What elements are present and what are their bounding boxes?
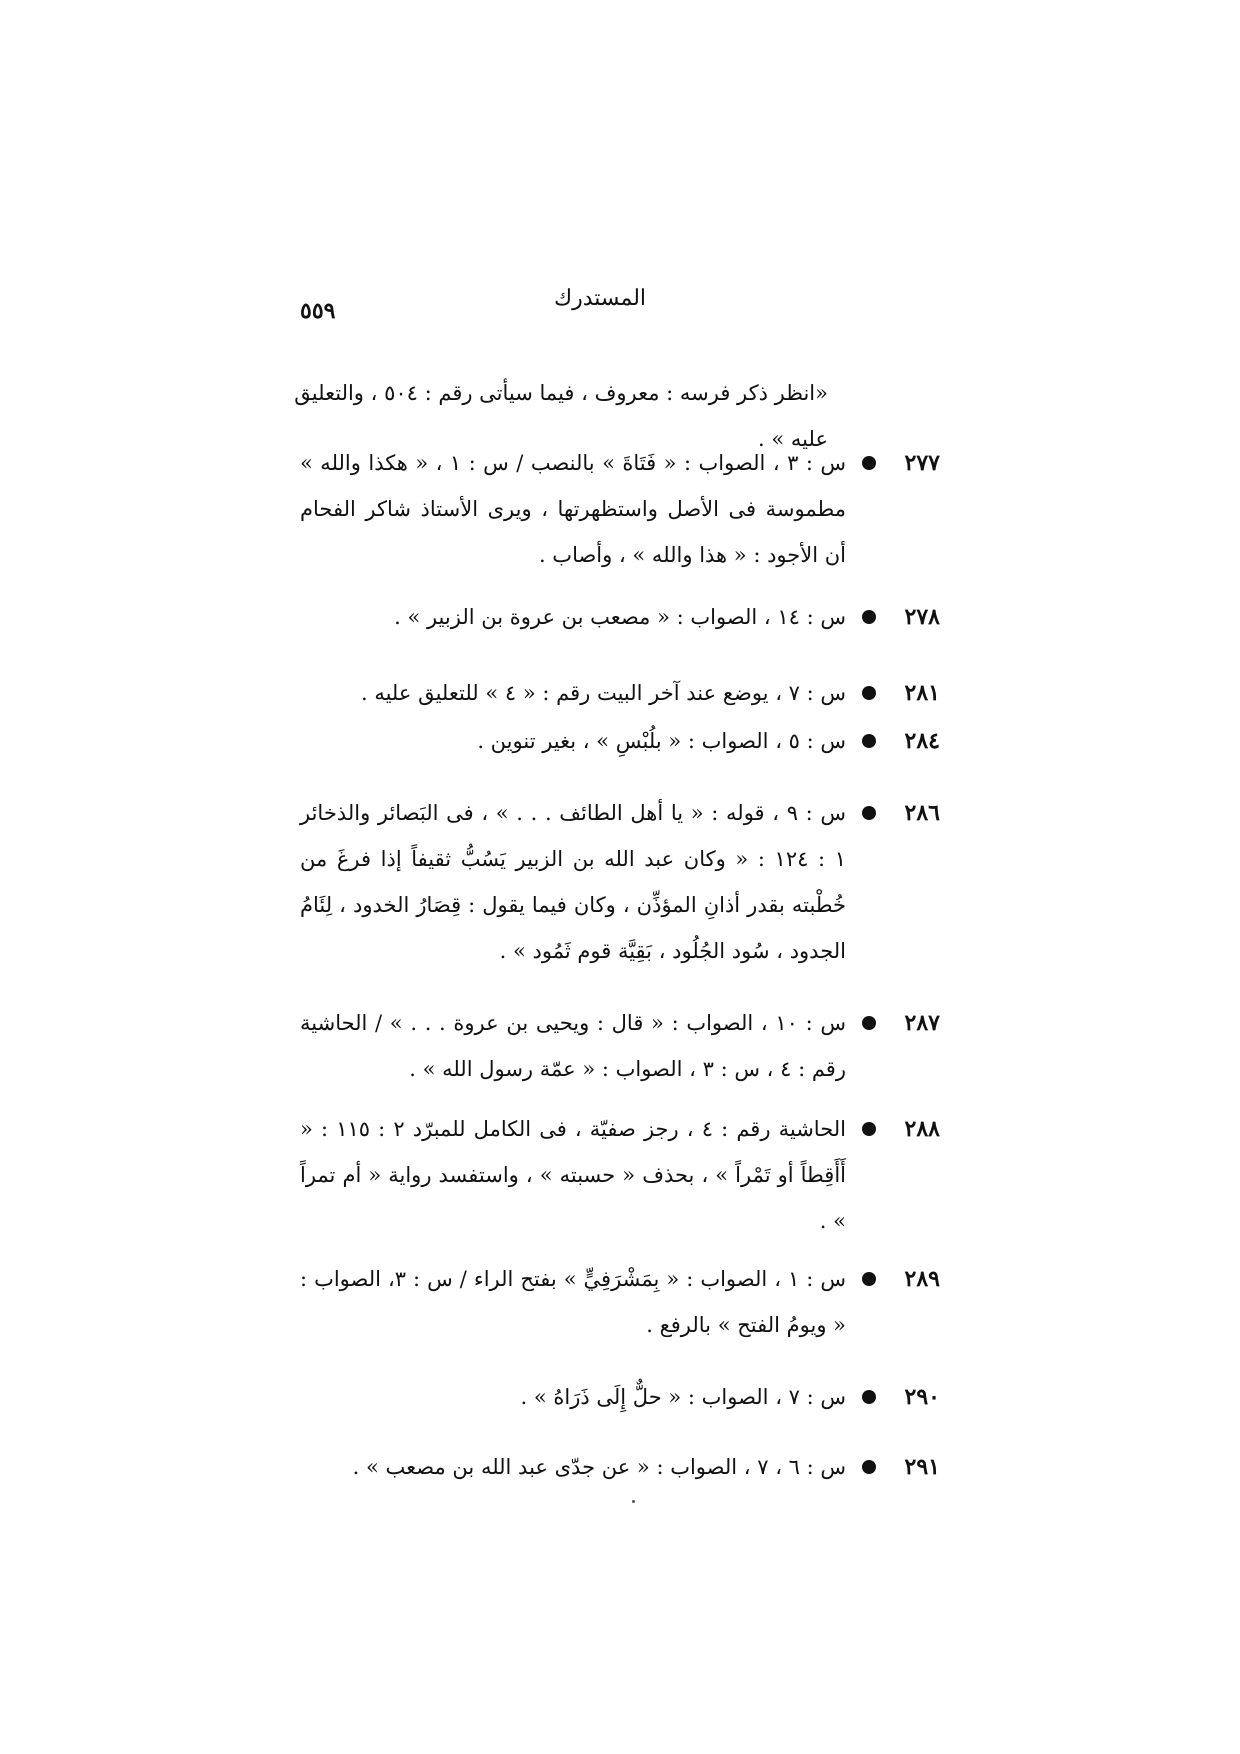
- entry-286: [300, 790, 940, 974]
- bullet-icon: [862, 1390, 876, 1404]
- entry-284: [477, 718, 940, 764]
- entry-number: ٢٨١: [904, 680, 940, 706]
- ink-speck: [632, 1500, 635, 1503]
- entry-281: [361, 670, 940, 716]
- entry-289: [300, 1256, 940, 1348]
- entry-number: ٢٩١: [904, 1454, 940, 1480]
- bullet-icon: [862, 686, 876, 700]
- bullet-icon: [862, 806, 876, 820]
- entry-287: [300, 1000, 940, 1092]
- entry-278: [394, 594, 940, 640]
- entry-number: ٢٨٤: [904, 728, 940, 754]
- bullet-icon: [862, 1272, 876, 1286]
- entry-number: ٢٨٨: [904, 1116, 940, 1142]
- bullet-icon: [862, 610, 876, 624]
- entry-text: س : ٣ ، الصواب : « فَتَاةَ » بالنصب / س : ١ ، « هكذا والله » مطموسة فى الأصل واستظهرتها ، ويرى الأستاذ شاكر الفحام أن الأجود : « هذا والله » ، وأصاب .: [300, 451, 847, 567]
- entry-text: س : ١٤ ، الصواب : « مصعب بن عروة بن الزبير » .: [394, 605, 846, 629]
- bullet-icon: [862, 1460, 876, 1474]
- entry-text: س : ١ ، الصواب : « بِمَشْرَفِيٍّ » بفتح الراء / س : ٣، الصواب : « ويومُ الفتح » بالرفع .: [300, 1267, 846, 1337]
- entry-text: الحاشية رقم : ٤ ، رجز صفيّة ، فى الكامل للمبرّد ٢ : ١١٥ : « أَأَقِطاً أو تَمْراً » ، بحذف « حسبته » ، واستفسد رواية « أم تمراً » .: [300, 1117, 846, 1233]
- entry-number: ٢٩٠: [904, 1384, 940, 1410]
- bullet-icon: [862, 456, 876, 470]
- entry-text: س : ٩ ، قوله : « يا أهل الطائف . . . » ، فى البَصائر والذخائر ١ : ١٢٤ : « وكان عبد الله بن الزبير يَسُبُّ ثقيفاً إذا فرغَ من خُطْبته بقدر أذانِ المؤذِّن ، وكان فيما يقول : قِصَارُ الخدود ، لِئَامُ الجدود ، سُود الجُلُود ، بَقِيَّة قوم ثَمُود » .: [300, 801, 847, 963]
- intro-paragraph: «انظر ذكر فرسه : معروف ، فيما سيأتى رقم : ٥٠٤ ، والتعليق عليه » .: [294, 381, 828, 451]
- entry-number: ٢٧٨: [904, 604, 940, 630]
- entry-text: س : ٦ ، ٧ ، الصواب : « عن جدّى عبد الله بن مصعب » .: [352, 1455, 846, 1479]
- entry-text: س : ١٠ ، الصواب : « قال : ويحيى بن عروة . . . » / الحاشية رقم : ٤ ، س : ٣ ، الصواب : « عمّة رسول الله » .: [300, 1011, 846, 1081]
- bullet-icon: [862, 1122, 876, 1136]
- entry-290: [521, 1374, 941, 1420]
- running-header-title: المستدرك: [553, 286, 647, 311]
- entry-277: [300, 440, 940, 578]
- entry-number: ٢٨٩: [904, 1266, 940, 1292]
- entry-text: س : ٧ ، يوضع عند آخر البيت رقم : « ٤ » للتعليق عليه .: [360, 681, 846, 705]
- bullet-icon: [862, 1016, 876, 1030]
- bullet-icon: [862, 734, 876, 748]
- entry-288: [300, 1106, 940, 1244]
- page-number: ٥٥٩: [300, 298, 336, 324]
- entry-text: س : ٧ ، الصواب : « حلٌّ إِلَى ذَرَاهُ » .: [520, 1385, 846, 1409]
- entry-291: [353, 1444, 940, 1490]
- entry-number: ٢٨٦: [904, 800, 940, 826]
- entry-number: ٢٧٧: [904, 450, 940, 476]
- entry-text: س : ٥ ، الصواب : « بلُبْسِ » ، بغير تنوين .: [477, 729, 846, 753]
- entry-number: ٢٨٧: [904, 1010, 940, 1036]
